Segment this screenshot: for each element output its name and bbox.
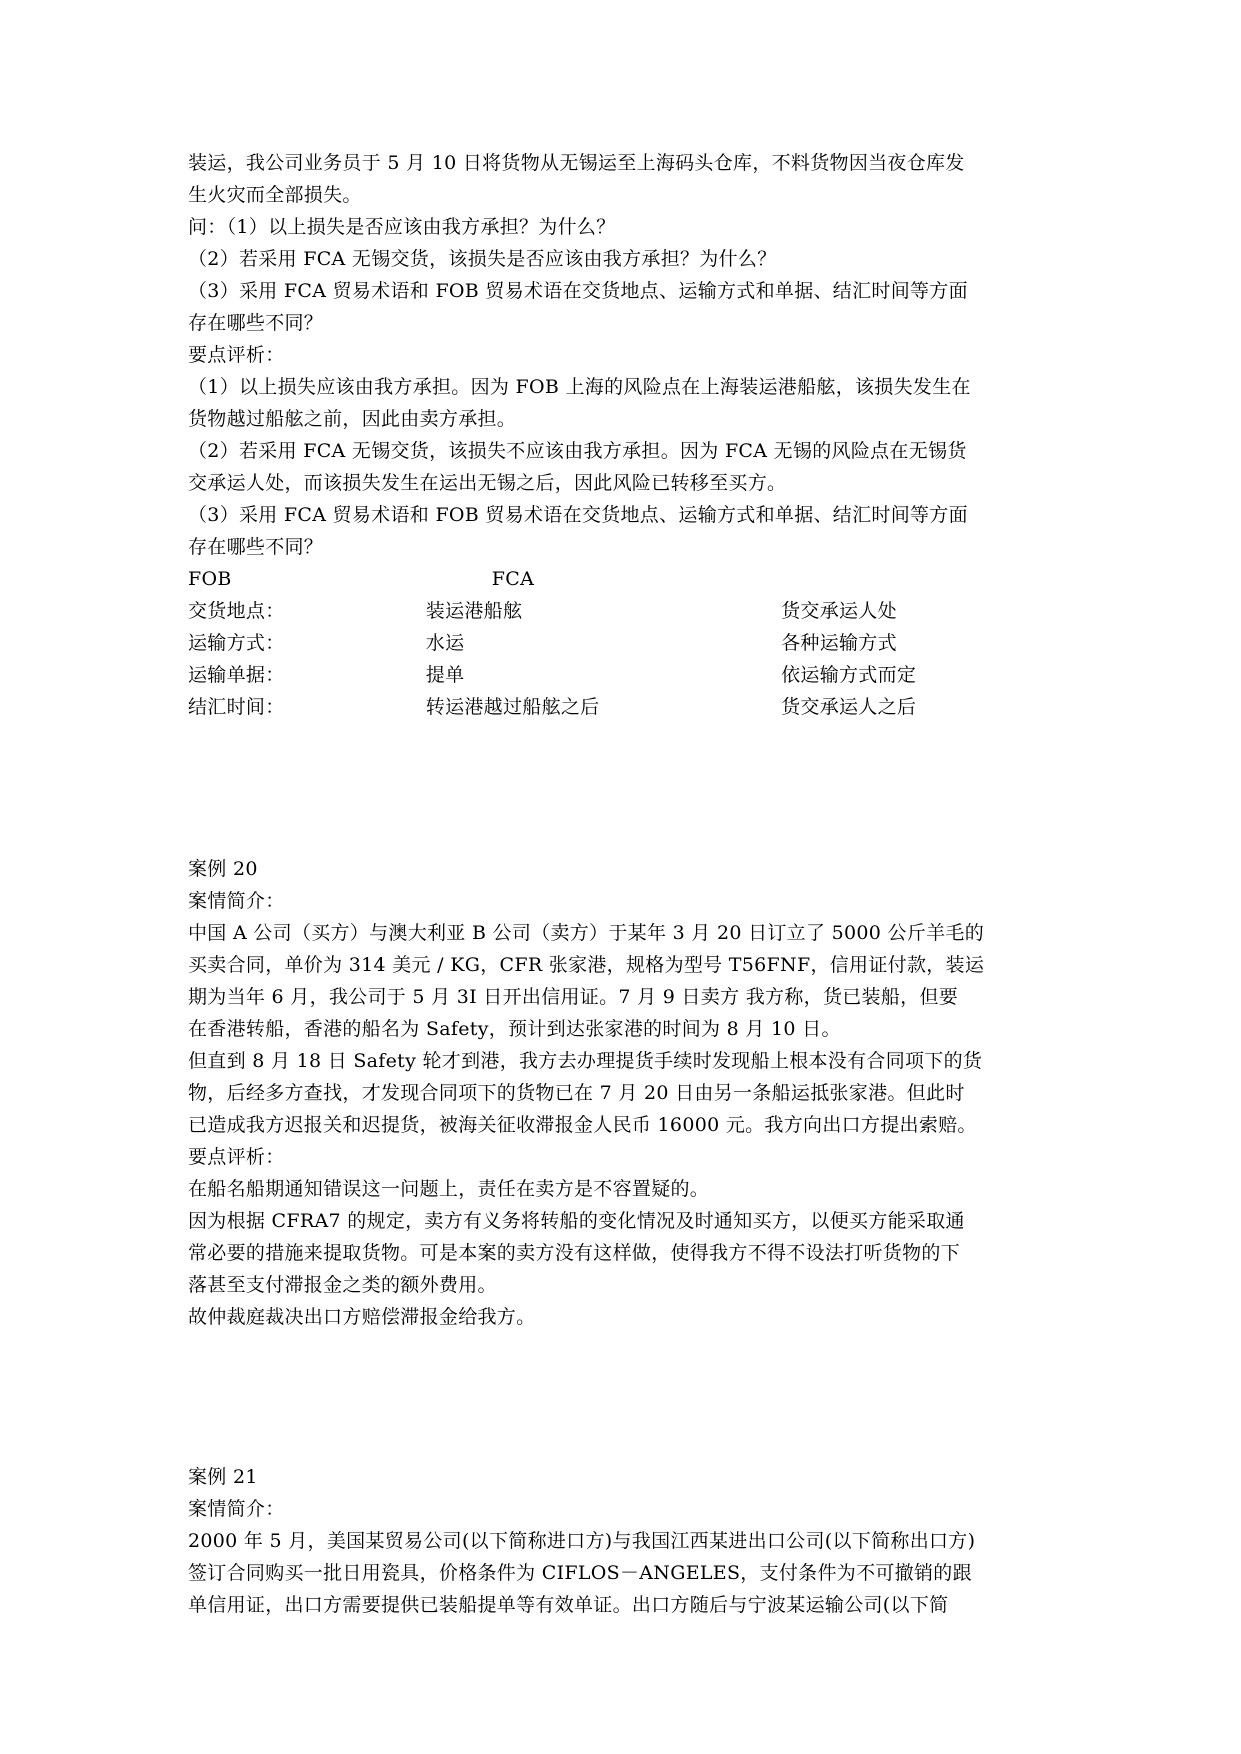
case-21-section — [188, 1461, 1068, 1621]
question-line: 问：（1）以上损失是否应该由我方承担？为什么？ — [188, 216, 616, 238]
paragraph-line: 在香港转船，香港的船名为 Safety，预计到达张家港的时间为 8 月 10 日。 — [188, 1018, 841, 1040]
paragraph-line: 签订合同购买一批日用瓷具，价格条件为 CIFLOS－ANGELES，支付条件为不可撤销的跟 — [188, 1562, 972, 1584]
analysis-line: 因为根据 CFRA7 的规定，卖方有义务将转船的变化情况及时通知买方，以便买方能采取通 — [188, 1210, 965, 1232]
analysis-line: 交承运人处，而该损失发生在运出无锡之后，因此风险已转移至买方。 — [188, 472, 787, 494]
analysis-line: 货物越过船舷之前，因此由卖方承担。 — [188, 408, 517, 430]
paragraph-line: 2000 年 5 月，美国某贸易公司(以下简称进口方)与我国江西某进出口公司(以下简称出口方) — [188, 1530, 976, 1552]
analysis-line: 落甚至支付滞报金之类的额外费用。 — [188, 1274, 497, 1296]
row-label: 运输方式： — [188, 632, 285, 654]
comparison-row — [188, 691, 1068, 723]
comparison-row — [188, 659, 1068, 691]
row-fca-value: 货交承运人之后 — [781, 696, 917, 718]
analysis-line: （3）采用 FCA 贸易术语和 FOB 贸易术语在交货地点、运输方式和单据、结汇时间等方面 — [188, 504, 968, 526]
comparison-header-row — [188, 563, 1068, 595]
row-fob-value: 水运 — [425, 632, 465, 654]
case-title: 案例 20 — [188, 858, 258, 880]
document-body — [188, 147, 1068, 1621]
analysis-line: 在船名船期通知错误这一问题上，责任在卖方是不容置疑的。 — [188, 1178, 710, 1200]
row-fob-value: 装运港船舷 — [425, 600, 523, 622]
row-fob-value: 提单 — [425, 664, 465, 686]
case-title: 案例 21 — [188, 1466, 258, 1488]
row-fca-value: 货交承运人处 — [781, 600, 897, 622]
paragraph-line: 单信用证，出口方需要提供已装船提单等有效单证。出口方随后与宁波某运输公司(以下简 — [188, 1594, 949, 1616]
analysis-heading: 要点评析： — [188, 344, 285, 366]
question-line: （2）若采用 FCA 无锡交货，该损失是否应该由我方承担？为什么？ — [188, 248, 777, 270]
top-section — [188, 147, 1068, 563]
paragraph-line: 已造成我方迟报关和迟提货，被海关征收滞报金人民币 16000 元。我方向出口方提出索赔。 — [188, 1114, 977, 1136]
case-intro-label: 案情简介： — [188, 890, 285, 912]
paragraph-line: 期为当年 6 月，我公司于 5 月 3I 日开出信用证。7 月 9 日卖方 我方称，货已装船，但要 — [188, 986, 959, 1008]
header-fob: FOB — [188, 568, 232, 590]
question-line: 存在哪些不同？ — [188, 312, 324, 334]
case-20-section — [188, 853, 1068, 1333]
row-label: 交货地点： — [188, 600, 285, 622]
comparison-row — [188, 627, 1068, 659]
row-fca-value: 各种运输方式 — [781, 632, 897, 654]
analysis-line: 常必要的措施来提取货物。可是本案的卖方没有这样做，使得我方不得不设法打听货物的下 — [188, 1242, 961, 1264]
analysis-line: （2）若采用 FCA 无锡交货，该损失不应该由我方承担。因为 FCA 无锡的风险点在无锡货 — [188, 440, 967, 462]
analysis-line: 存在哪些不同？ — [188, 536, 324, 558]
case-intro-label: 案情简介： — [188, 1498, 285, 1520]
question-line: （3）采用 FCA 贸易术语和 FOB 贸易术语在交货地点、运输方式和单据、结汇时间等方面 — [188, 280, 968, 302]
row-label: 结汇时间： — [188, 696, 285, 718]
comparison-row — [188, 595, 1068, 627]
row-label: 运输单据： — [188, 664, 285, 686]
paragraph-line: 中国 A 公司（买方）与澳大利亚 B 公司（卖方）于某年 3 月 20 日订立了 5000 公斤羊毛的 — [188, 922, 984, 944]
paragraph-line: 但直到 8 月 18 日 Safety 轮才到港，我方去办理提货手续时发现船上根本没有合同项下的货 — [188, 1050, 983, 1072]
paragraph-line: 装运，我公司业务员于 5 月 10 日将货物从无锡运至上海码头仓库，不料货物因当夜仓库发 — [188, 152, 965, 174]
row-fob-value: 转运港越过船舷之后 — [425, 696, 600, 718]
paragraph-line: 生火灾而全部损失。 — [188, 184, 362, 206]
analysis-heading: 要点评析： — [188, 1146, 285, 1168]
paragraph-line: 买卖合同，单价为 314 美元 / KG，CFR 张家港，规格为型号 T56FNF，信用证付款，装运 — [188, 954, 985, 976]
header-fca: FCA — [491, 568, 535, 590]
analysis-line: （1）以上损失应该由我方承担。因为 FOB 上海的风险点在上海装运港船舷，该损失发生在 — [188, 376, 971, 398]
comparison-table — [188, 563, 1068, 723]
row-fca-value: 依运输方式而定 — [781, 664, 917, 686]
analysis-line: 故仲裁庭裁决出口方赔偿滞报金给我方。 — [188, 1306, 536, 1328]
paragraph-line: 物，后经多方查找，才发现合同项下的货物已在 7 月 20 日由另一条船运抵张家港。但此时 — [188, 1082, 965, 1104]
